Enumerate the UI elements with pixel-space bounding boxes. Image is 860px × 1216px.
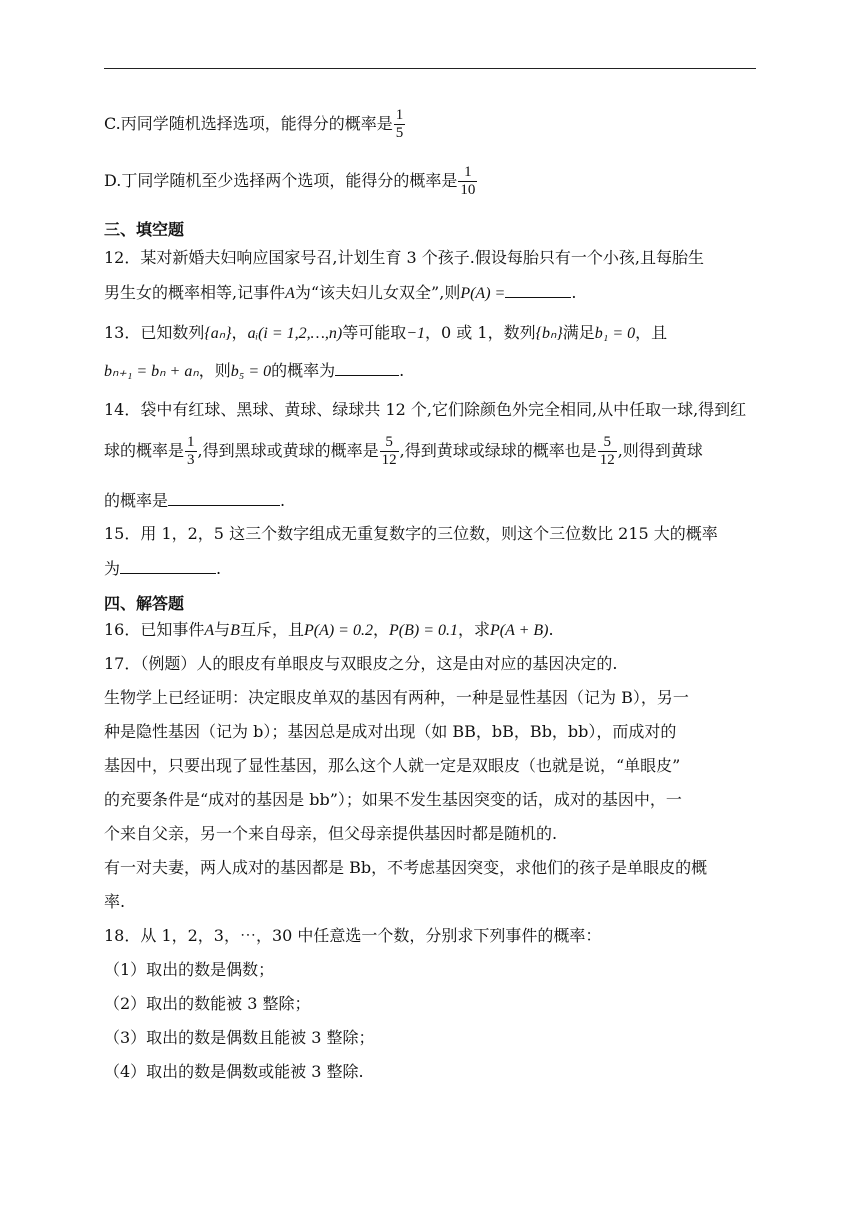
option-c [104, 104, 406, 144]
q12-line2: 男生女的概率相等,记事件A为“该夫妇儿女双全”,则P(A) = . [104, 283, 577, 302]
q13-text-f: ，且 [635, 323, 668, 342]
q17-line-7: 有一对夫妻，两人成对的基因都是 Bb，不考虑基因突变，求他们的孩子是单眼皮的概 [104, 858, 708, 877]
fraction-numerator: 5 [380, 434, 399, 452]
fraction-numerator: 5 [598, 434, 617, 452]
q16-pa: P(A) = 0.2 [303, 622, 373, 639]
q14-text-b: ,得到黑球或黄球的概率是 [197, 441, 379, 460]
q17-line-5: 的充要条件是“成对的基因是 bb”）；如果不发生基因突变的话，成对的基因中，一 [104, 790, 682, 809]
fraction-denominator: 12 [381, 452, 397, 468]
q12-answer-blank[interactable] [505, 281, 571, 298]
q14-fraction-black-yellow [380, 434, 399, 469]
q16-event-a: A [204, 622, 215, 639]
q13-text-g: ，则 [198, 361, 231, 380]
q16-line [104, 619, 554, 642]
q12-text-b: 为“该夫妇儿女双全”,则 [294, 283, 461, 302]
q13-text-e: 满足 [562, 323, 595, 342]
q14-text-c: ,得到黄球或绿球的概率也是 [399, 441, 597, 460]
q18-item-3: （3）取出的数是偶数且能被 3 整除； [104, 1028, 375, 1047]
q13-recurrence: bₙ₊₁ = bₙ + aₙ [104, 363, 199, 380]
header-rule [104, 68, 756, 69]
q16-event-b: B [230, 622, 240, 639]
q13-line1 [104, 322, 667, 345]
q12-text-a: 男生女的概率相等,记事件 [104, 283, 286, 302]
q16-text-f: . [548, 620, 554, 639]
q14-line2 [104, 431, 703, 471]
q17-line-3: 种是隐性基因（记为 b）；基因总是成对出现（如 BB，bB，Bb，bb），而成对的 [104, 722, 677, 741]
q16-text-c: 互斥，且 [239, 620, 304, 639]
option-c-text: C.丙同学随机选择选项，能得分的概率是 [104, 114, 393, 133]
q14-text-d: ,则得到黄球 [617, 441, 703, 460]
q13-b5: b₅ = 0 [230, 363, 272, 380]
q13-answer-blank[interactable] [335, 359, 399, 376]
fraction-numerator: 1 [187, 434, 195, 450]
q16-text-d: ， [372, 620, 389, 639]
q13-ai-expr: aᵢ(i = 1,2,…,n) [247, 325, 343, 342]
q16-text-e: ，求 [457, 620, 490, 639]
q14-text-e: 的概率是 [104, 491, 169, 510]
q17-line-2: 生物学上已经证明：决定眼皮单双的基因有两种，一种是显性基因（记为 B），另一 [104, 688, 689, 707]
fraction-numerator: 1 [458, 164, 477, 182]
section-answer-heading: 四、解答题 [104, 594, 185, 613]
q15-line2: 为 . [104, 559, 222, 578]
q16-text-b: 与 [214, 620, 231, 639]
fraction-denominator: 10 [460, 182, 476, 198]
q14-fraction-yellow-green [598, 434, 617, 469]
q18-item-2: （2）取出的数能被 3 整除； [104, 994, 311, 1013]
fraction-denominator: 12 [599, 452, 615, 468]
q13-text-d: ，0 或 1，数列 [425, 323, 536, 342]
fraction-denominator: 5 [395, 125, 404, 141]
section-fill-heading: 三、填空题 [104, 220, 185, 239]
q13-text-a: 13．已知数列 [104, 323, 205, 342]
q17-line-4: 基因中，只要出现了显性基因，那么这个人就一定是双眼皮（也就是说，“单眼皮” [104, 756, 681, 775]
q17-line-1: 17．（例题）人的眼皮有单眼皮与双眼皮之分，这是由对应的基因决定的. [104, 654, 618, 673]
option-c-fraction [394, 107, 406, 142]
q14-text-a: 球的概率是 [104, 441, 185, 460]
q13-b1: b₁ = 0 [594, 325, 636, 342]
fraction-numerator: 1 [395, 107, 404, 123]
q18-item-1: （1）取出的数是偶数； [104, 960, 275, 979]
q14-answer-blank[interactable] [168, 489, 280, 506]
q15-answer-blank[interactable] [120, 557, 216, 574]
q13-text-b: ， [231, 323, 248, 342]
q17-line-6: 个来自父亲，另一个来自母亲，但父母亲提供基因时都是随机的. [104, 824, 558, 843]
q14-line3: 的概率是 . [104, 491, 286, 510]
q15-line1: 15．用 1，2，5 这三个数字组成无重复数字的三位数，则这个三位数比 215 大的概率 [104, 524, 718, 543]
q13-neg-one: −1 [406, 325, 426, 342]
q16-pb: P(B) = 0.1 [388, 622, 458, 639]
q14-fraction-red [185, 434, 197, 469]
q18-item-4: （4）取出的数是偶数或能被 3 整除. [104, 1062, 364, 1081]
q15-text-b: 为 [104, 559, 121, 578]
q13-line2: bₙ₊₁ = bₙ + aₙ，则b₅ = 0的概率为 . [104, 361, 405, 380]
option-d-fraction [458, 164, 477, 199]
option-d-text: D.丁同学随机至少选择两个选项，能得分的概率是 [104, 171, 458, 190]
q14-line1: 14．袋中有红球、黑球、黄球、绿球共 12 个,它们除颜色外完全相同,从中任取一球,得到红 [104, 400, 747, 419]
q13-seq-a: {aₙ} [204, 325, 232, 342]
fraction-denominator: 3 [187, 452, 195, 468]
q16-pab: P(A + B) [490, 622, 549, 639]
q12-event-a: A [285, 285, 295, 302]
q18-stem: 18．从 1，2，3，⋯，30 中任意选一个数，分别求下列事件的概率： [104, 926, 602, 945]
q13-text-h: 的概率为 [271, 361, 336, 380]
q17-line-8: 率. [104, 892, 126, 911]
q13-seq-b: {bₙ} [535, 325, 563, 342]
q13-text-c: 等可能取 [342, 323, 407, 342]
q16-text-a: 16．已知事件 [104, 620, 205, 639]
option-d [104, 161, 478, 201]
q12-prob-expr: P(A) = [460, 285, 506, 302]
q12-line1: 12．某对新婚夫妇响应国家号召,计划生育 3 个孩子.假设每胎只有一个小孩,且每胎生 [104, 248, 704, 267]
